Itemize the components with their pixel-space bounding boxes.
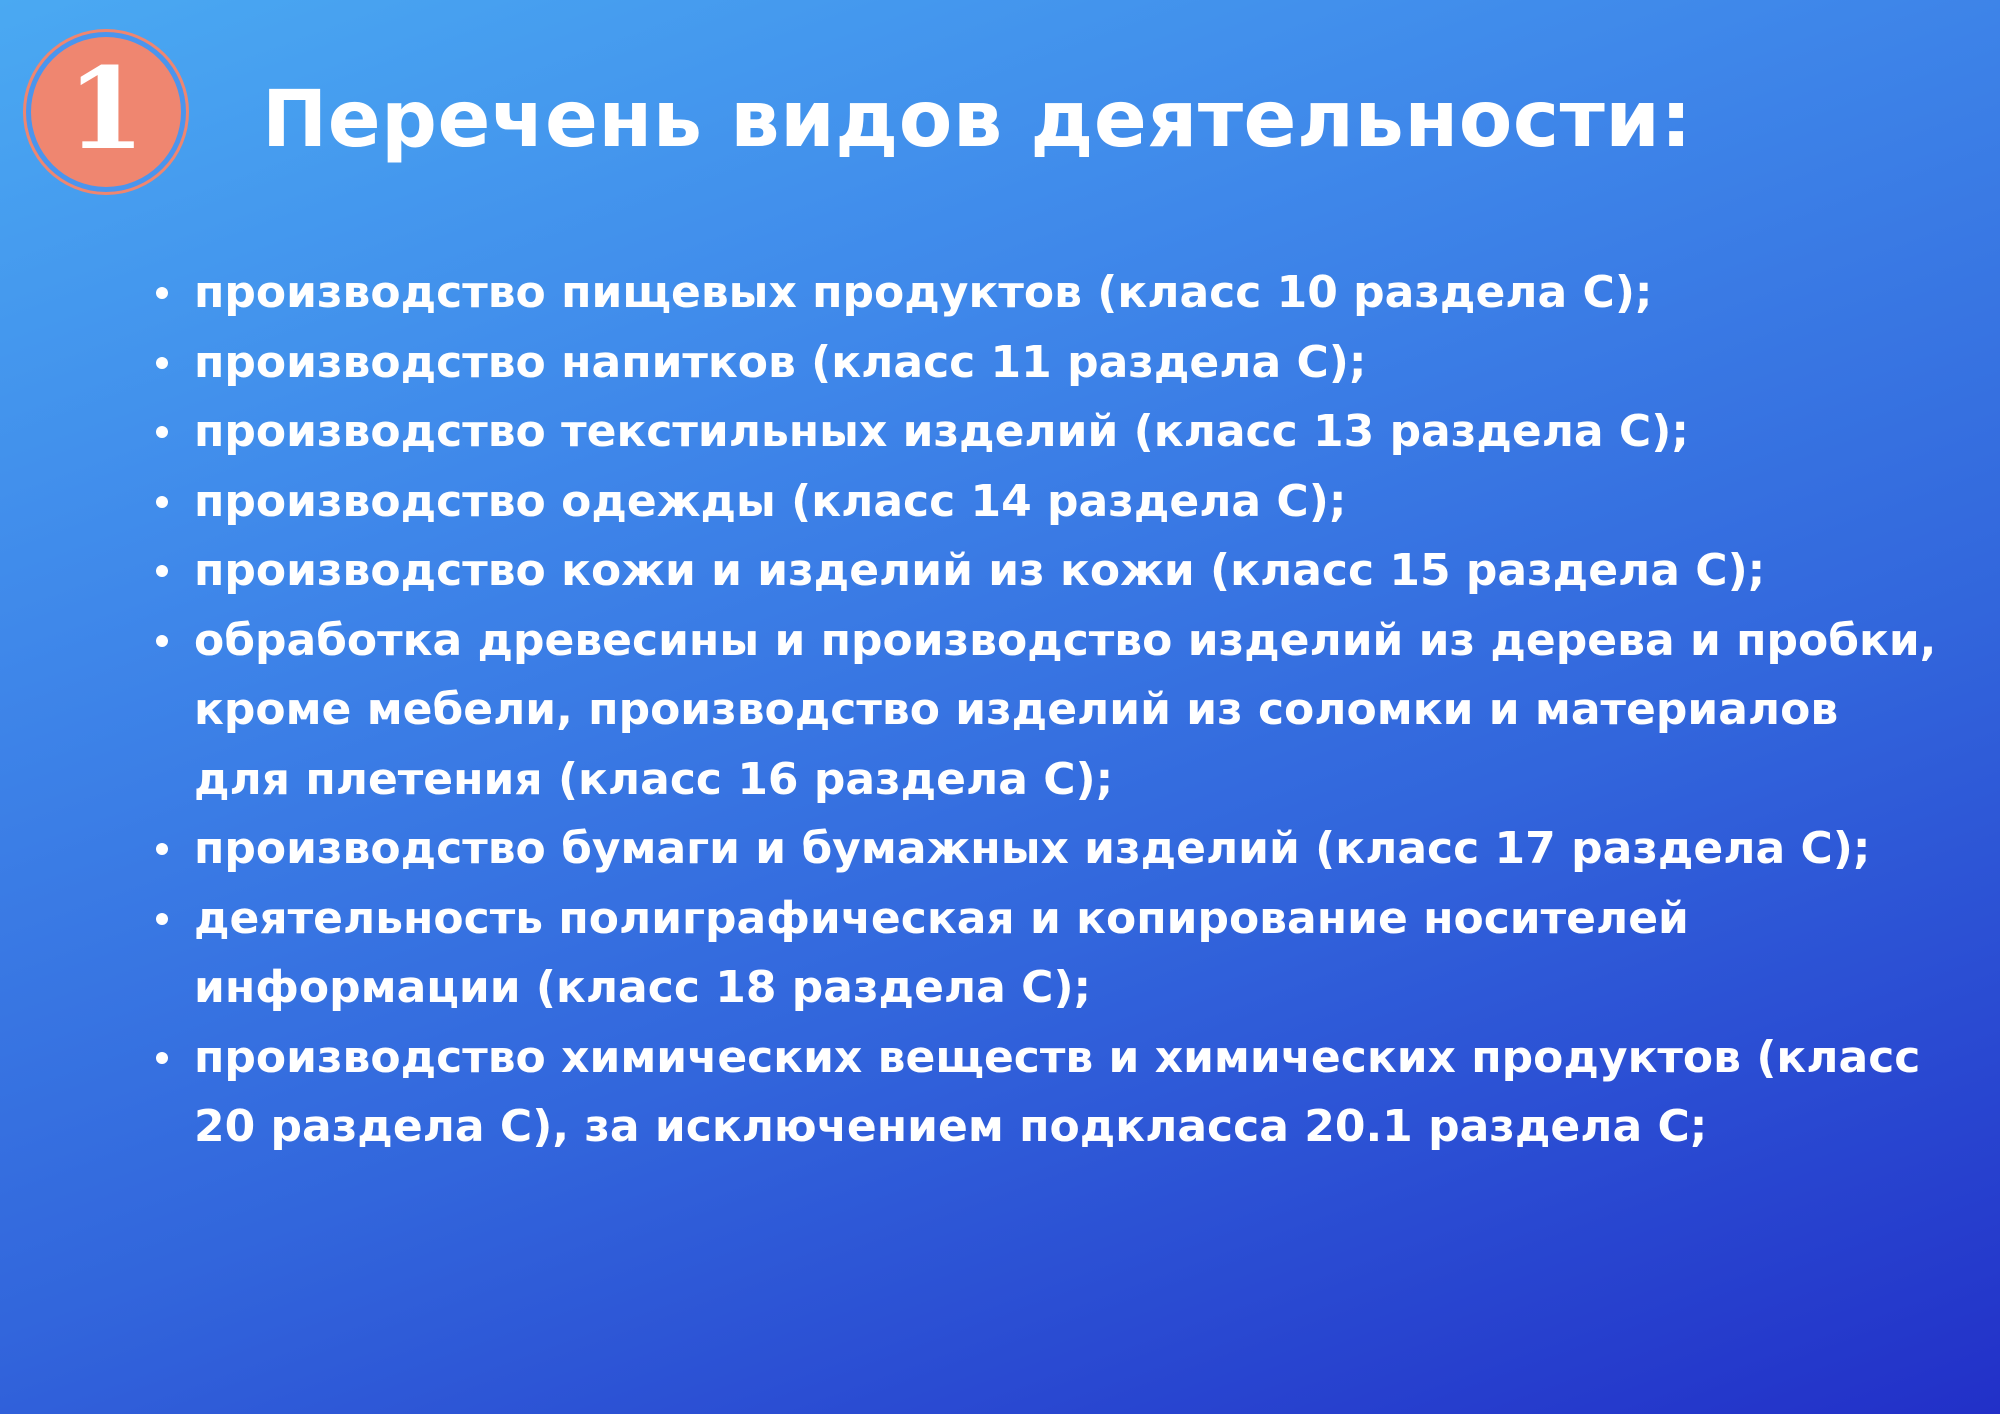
- list-item-text: производство текстильных изделий (класс 13 раздела С);: [194, 406, 1689, 457]
- bullet-icon: [156, 357, 168, 369]
- list-item-text: обработка древесины и производство изделий из дерева и пробки, кроме мебели, производство изделий из соломки и материалов для плетения (класс 16 раздела С);: [194, 614, 1937, 805]
- list-item-text: деятельность полиграфическая и копирование носителей информации (класс 18 раздела С);: [194, 892, 1689, 1013]
- bullet-icon: [156, 496, 168, 508]
- list-item-text: производство напитков (класс 11 раздела С);: [194, 336, 1367, 388]
- bullet-icon: [156, 635, 168, 647]
- list-item: [148, 884, 1948, 1023]
- list-item: [148, 258, 1948, 328]
- bullet-icon: [156, 426, 168, 438]
- list-item: [148, 814, 1948, 884]
- activity-list: [148, 258, 1948, 1162]
- list-item: [148, 328, 1948, 398]
- list-item: [148, 397, 1948, 467]
- list-item: [148, 467, 1948, 537]
- list-item: [148, 606, 1948, 815]
- bullet-icon: [156, 565, 168, 577]
- list-item: [148, 1023, 1948, 1162]
- list-item: [148, 536, 1948, 606]
- bullet-icon: [156, 1052, 168, 1064]
- step-number-badge: [26, 32, 186, 192]
- bullet-icon: [156, 287, 168, 299]
- bullet-icon: [156, 913, 168, 925]
- list-item-text: производство пищевых продуктов (класс 10 раздела С);: [194, 267, 1653, 318]
- bullet-icon: [156, 843, 168, 855]
- list-item-text: производство одежды (класс 14 раздела С);: [194, 475, 1347, 527]
- list-item-text: производство кожи и изделий из кожи (класс 15 раздела С);: [194, 545, 1766, 596]
- list-item-text: производство бумаги и бумажных изделий (класс 17 раздела С);: [194, 823, 1871, 874]
- page-title: Перечень видов деятельности:: [262, 75, 1693, 165]
- step-number: 1: [67, 44, 145, 175]
- list-item-text: производство химических веществ и химических продуктов (класс 20 раздела С), за исключением подкласса 20.1 раздела С;: [194, 1031, 1921, 1152]
